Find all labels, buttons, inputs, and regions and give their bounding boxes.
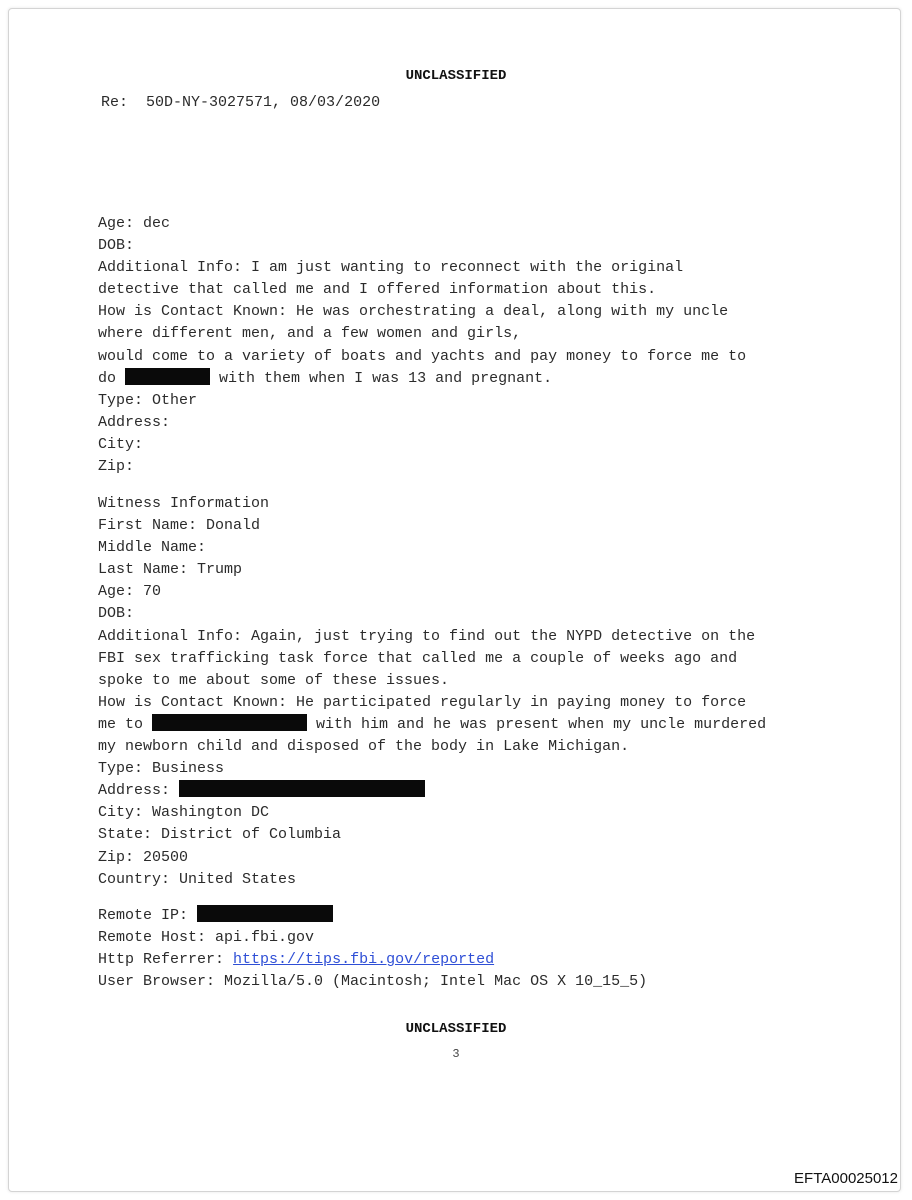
referrer-link[interactable]: https://tips.fbi.gov/reported — [233, 951, 495, 969]
subject-dob: DOB: — [98, 237, 135, 255]
witness-first-name: First Name: Donald — [98, 517, 261, 535]
page-number: 3 — [452, 1047, 460, 1061]
redaction-bar — [197, 905, 333, 922]
witness-city: City: Washington DC — [98, 804, 270, 822]
witness-country: Country: United States — [98, 870, 297, 888]
http-referrer — [98, 949, 647, 971]
subject-zip: Zip: — [98, 458, 135, 476]
witness-zip: Zip: 20500 — [98, 848, 189, 866]
subject-additional-info-2: detective that called me and I offered information about this. — [98, 281, 657, 299]
witness-contact-known-3: my newborn child and disposed of the body in Lake Michigan. — [98, 738, 630, 756]
user-browser: User Browser: Mozilla/5.0 (Macintosh; Intel Mac OS X 10_15_5) — [98, 973, 648, 991]
subject-additional-info-1: Additional Info: I am just wanting to reconnect with the original — [98, 259, 684, 277]
remote-ip — [98, 905, 647, 927]
re-value: 50D-NY-3027571, 08/03/2020 — [146, 94, 381, 111]
witness-additional-info-2: FBI sex trafficking task force that called me a couple of weeks ago and — [98, 649, 738, 667]
witness-heading: Witness Information — [98, 495, 270, 512]
redaction-bar — [179, 780, 425, 797]
subject-age: Age: dec — [98, 215, 171, 232]
classification-banner-top: UNCLASSIFIED — [405, 68, 507, 84]
witness-contact-known-1: How is Contact Known: He participated regularly in paying money to force — [98, 693, 747, 711]
subject-type: Type: Other — [98, 391, 198, 409]
classification-banner-bottom: UNCLASSIFIED — [405, 1021, 507, 1037]
witness-address — [98, 780, 766, 802]
subject-contact-prefix: do — [98, 369, 117, 387]
subject-address: Address: — [98, 413, 171, 431]
remote-ip-label: Remote IP: — [98, 907, 189, 924]
bates-number: EFTA00025012 — [794, 1170, 898, 1187]
remote-block — [98, 905, 647, 993]
witness-additional-info-3: spoke to me about some of these issues. — [98, 671, 450, 689]
subject-city: City: — [98, 435, 144, 453]
witness-age: Age: 70 — [98, 583, 162, 601]
witness-additional-info-1: Additional Info: Again, just trying to find out the NYPD detective on the — [98, 627, 756, 645]
witness-contact-prefix: me to — [98, 715, 144, 733]
witness-last-name: Last Name: Trump — [98, 561, 243, 579]
witness-dob: DOB: — [98, 605, 135, 623]
subject-contact-known-2: where different men, and a few women and girls, — [98, 325, 522, 343]
redaction-bar — [125, 368, 210, 385]
subject-contact-known-1: How is Contact Known: He was orchestrating a deal, along with my uncle — [98, 303, 729, 321]
subject-block — [98, 213, 746, 478]
witness-contact-known-2 — [98, 714, 766, 736]
witness-block — [98, 493, 766, 891]
redaction-bar — [152, 714, 307, 731]
reference-line — [101, 94, 380, 111]
witness-address-label: Address: — [98, 782, 171, 800]
witness-state: State: District of Columbia — [98, 826, 342, 844]
subject-contact-known-4 — [98, 368, 746, 390]
referrer-label: Http Referrer: — [98, 951, 225, 969]
re-label: Re: — [101, 94, 129, 111]
subject-contact-known-3: would come to a variety of boats and yachts and pay money to force me to — [98, 347, 747, 365]
witness-middle-name: Middle Name: — [98, 539, 207, 557]
remote-host: Remote Host: api.fbi.gov — [98, 929, 315, 947]
witness-type: Type: Business — [98, 760, 225, 778]
subject-contact-suffix: with them when I was 13 and pregnant. — [219, 369, 553, 387]
witness-contact-suffix: with him and he was present when my uncle murdered — [316, 715, 767, 733]
